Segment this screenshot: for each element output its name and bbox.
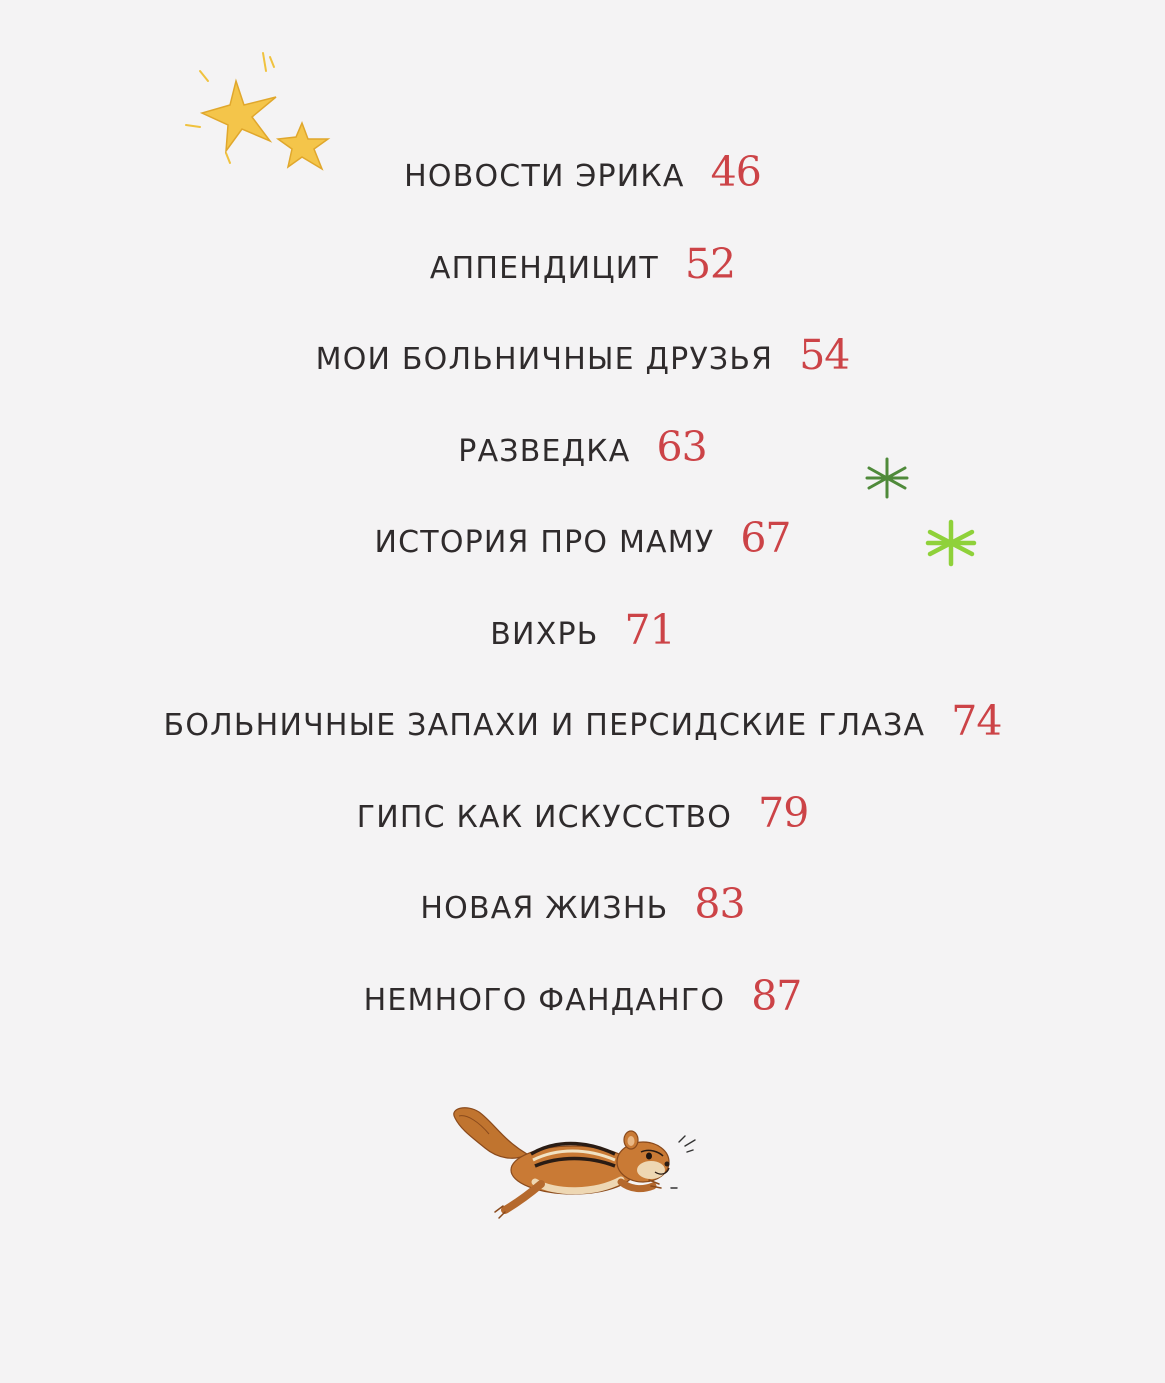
toc-entry[interactable]	[0, 697, 1165, 789]
toc-entry-page-number: 63	[656, 422, 707, 471]
green-asterisk-icon	[862, 455, 912, 501]
toc-entry-page-number: 46	[710, 148, 761, 196]
toc-entry-page-number: 71	[624, 605, 675, 654]
toc-entry-title: МОИ БОЛЬНИЧНЫЕ ДРУЗЬЯ	[315, 342, 774, 377]
toc-entry-title: НОВАЯ ЖИЗНЬ	[420, 891, 669, 926]
toc-entry-page-number: 79	[758, 788, 809, 837]
toc-entry-page-number: 54	[799, 331, 850, 379]
toc-entry-page-number: 74	[951, 697, 1002, 745]
toc-entry-title: ИСТОРИЯ ПРО МАМУ	[374, 525, 715, 560]
toc-entry-title: НОВОСТИ ЭРИКА	[404, 159, 685, 194]
toc-entry[interactable]	[0, 240, 1165, 332]
toc-entry[interactable]	[0, 148, 1165, 240]
toc-entry-title: ГИПС КАК ИСКУССТВО	[356, 799, 733, 835]
toc-list	[0, 148, 1165, 1063]
toc-entry-title: РАЗВЕДКА	[458, 433, 631, 469]
toc-entry[interactable]	[0, 331, 1165, 423]
toc-entry-title: НЕМНОГО ФАНДАНГО	[363, 982, 726, 1018]
toc-entry-title: АППЕНДИЦИТ	[429, 250, 659, 286]
toc-entry-page-number: 67	[740, 514, 791, 562]
toc-entry[interactable]	[0, 606, 1165, 698]
toc-entry-title: ВИХРЬ	[490, 616, 599, 652]
toc-entry[interactable]	[0, 972, 1165, 1064]
toc-entry-page-number: 83	[694, 880, 745, 928]
toc-entry-page-number: 87	[751, 971, 802, 1020]
toc-entry[interactable]	[0, 423, 1165, 515]
toc-entry[interactable]	[0, 789, 1165, 881]
toc-entry-page-number: 52	[684, 239, 736, 288]
toc-entry[interactable]	[0, 514, 1165, 606]
toc-entry[interactable]	[0, 880, 1165, 972]
toc-entry-title: БОЛЬНИЧНЫЕ ЗАПАХИ И ПЕРСИДСКИЕ ГЛАЗА	[163, 708, 926, 743]
big-star-icon	[202, 81, 276, 151]
light-green-asterisk-icon	[922, 518, 980, 568]
chipmunk-illustration	[445, 1100, 705, 1225]
